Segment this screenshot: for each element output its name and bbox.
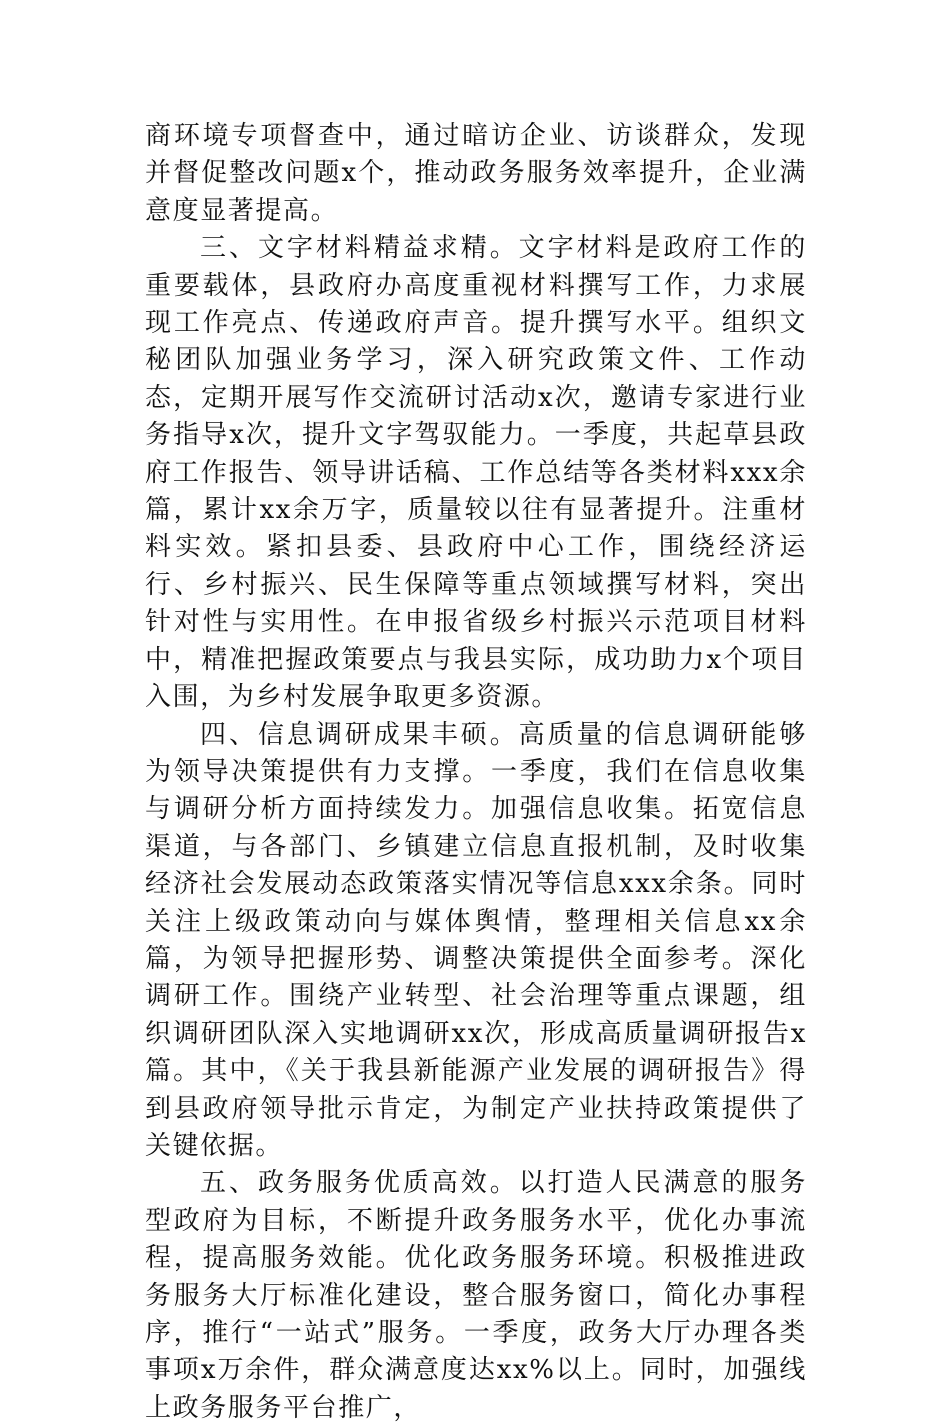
paragraph-section-five: 五、政务服务优质高效。以打造人民满意的服务型政府为目标，不断提升政务服务水平，优化办事流程，提高服务效能。优化政务服务环境。积极推进政务服务大厅标准化建设，整合服务窗口，简化办事程序，推行“一站式”服务。一季度，政务大厅办理各类事项x万余件，群众满意度达xx%以上。同时，加强线上政务服务平台推广， (145, 1168, 807, 1423)
paragraph-section-three: 三、文字材料精益求精。文字材料是政府工作的重要载体，县政府办高度重视材料撰写工作，力求展现工作亮点、传递政府声音。提升撰写水平。组织文秘团队加强业务学习，深入研究政策文件、工作动态，定期开展写作交流研讨活动x次，邀请专家进行业务指导x次，提升文字驾驭能力。一季度，共起草县政府工作报告、领导讲话稿、工作总结等各类材料xxx余篇，累计xx余万字，质量较以往有显著提升。注重材料实效。紧扣县委、县政府中心工作，围绕经济运行、乡村振兴、民生保障等重点领域撰写材料，突出针对性与实用性。在申报省级乡村振兴示范项目材料中，精准把握政策要点与我县实际，成功助力x个项目入围，为乡村发展争取更多资源。 (145, 233, 807, 713)
paragraph-section-four: 四、信息调研成果丰硕。高质量的信息调研能够为领导决策提供有力支撑。一季度，我们在信息收集与调研分析方面持续发力。加强信息收集。拓宽信息渠道，与各部门、乡镇建立信息直报机制，及时收集经济社会发展动态政策落实情况等信息xxx余条。同时关注上级政策动向与媒体舆情，整理相关信息xx余篇，为领导把握形势、调整决策提供全面参考。深化调研工作。围绕产业转型、社会治理等重点课题，组织调研团队深入实地调研xx次，形成高质量调研报告x篇。其中，《关于我县新能源产业发展的调研报告》得到县政府领导批示肯定，为制定产业扶持政策提供了关键依据。 (145, 719, 807, 1161)
document-body (145, 118, 807, 1427)
paragraph-continuation: 商环境专项督查中，通过暗访企业、访谈群众，发现并督促整改问题x个，推动政务服务效率提升，企业满意度显著提高。 (145, 121, 807, 226)
